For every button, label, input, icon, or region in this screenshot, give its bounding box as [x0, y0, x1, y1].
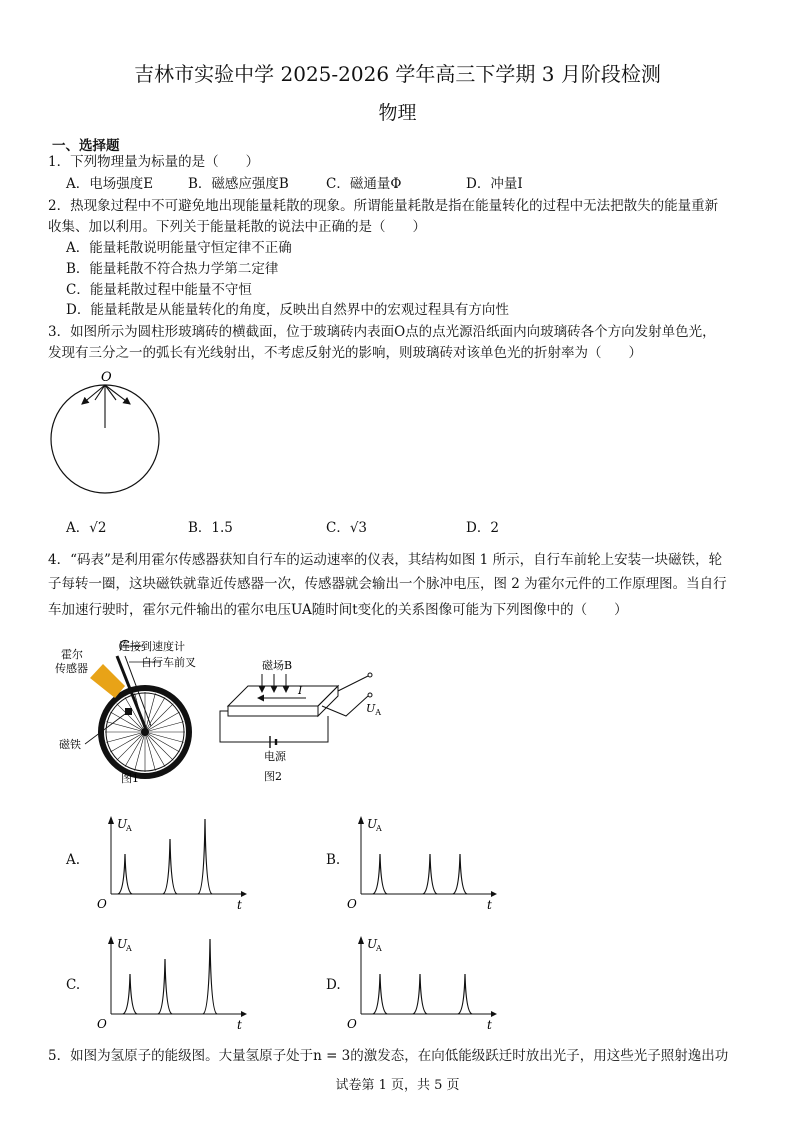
voltage-pulse — [118, 854, 132, 894]
label-current: I — [298, 684, 303, 697]
q2-option-b: B．能量耗散不符合热力学第二定律 — [66, 261, 279, 277]
voltage-lead-bottom — [322, 696, 368, 716]
origin-label: O — [97, 1017, 107, 1031]
label-voltage: $U_A$ — [366, 702, 382, 717]
q1-option-c: C．磁通量Φ — [326, 176, 402, 192]
q1-option-a: A．电场强度E — [66, 176, 154, 192]
q1-option-b: B．磁感应强度B — [188, 176, 289, 192]
graph-option-a-label: A. — [66, 852, 81, 868]
graph-option-b-label: B. — [326, 852, 341, 868]
point-o-label: O — [101, 370, 112, 385]
label-power: 电源 — [264, 750, 286, 763]
q3-stem-line1: 3．如图所示为圆柱形玻璃砖的横截面，位于玻璃砖内表面O点的点光源沿纸面内向玻璃砖各个方向发射单色光， — [48, 324, 716, 340]
x-axis-label: t — [487, 898, 492, 912]
y-axis-subscript: A — [126, 944, 132, 953]
q3-option-d: D．2 — [466, 520, 499, 536]
y-axis-subscript: A — [376, 824, 382, 833]
origin-label: O — [347, 897, 357, 911]
q3-option-b: B．1.5 — [188, 520, 233, 536]
exam-title: 吉林市实验中学 2025-2026 学年高三下学期 3 月阶段检测 — [134, 62, 661, 86]
voltage-pulse — [158, 959, 172, 1014]
y-axis-label: U — [367, 937, 378, 951]
label-fork: 自行车前叉 — [141, 656, 196, 669]
wheel-spoke — [145, 722, 184, 732]
ray-left — [82, 385, 105, 404]
q3-option-a: A．√2 — [66, 520, 107, 536]
voltage-pulse — [423, 854, 437, 894]
q3-stem-line2: 发现有三分之一的弧长有光线射出，不考虑反射光的影响，则玻璃砖对该单色光的折射率为（ ） — [48, 345, 642, 361]
q2-option-c: C．能量耗散过程中能量不守恒 — [66, 282, 252, 298]
q2-stem-line2: 收集、加以利用。下列关于能量耗散的说法中正确的是（ ） — [48, 219, 426, 235]
q3-option-c: C．√3 — [326, 520, 368, 536]
q1-stem: 1．下列物理量为标量的是（ ） — [48, 154, 260, 170]
wheel-magnet — [125, 708, 132, 715]
wheel-spoke — [145, 732, 184, 742]
y-axis-arrow — [108, 816, 114, 824]
voltage-lead-top — [338, 676, 368, 691]
x-axis-arrow — [491, 1011, 497, 1017]
x-axis-label: t — [237, 1018, 242, 1032]
wheel-spoke — [145, 732, 155, 771]
label-magnet: 磁铁 — [59, 738, 81, 751]
voltage-pulse — [453, 854, 467, 894]
label-field: 磁场B — [262, 659, 293, 672]
page-footer: 试卷第 1 页，共 5 页 — [335, 1078, 460, 1093]
x-axis-arrow — [491, 891, 497, 897]
q1-option-d: D．冲量I — [466, 176, 523, 192]
voltage-pulse — [373, 854, 387, 894]
origin-label: O — [347, 1017, 357, 1031]
label-hall: 霍尔 — [61, 648, 83, 661]
figure2-caption: 图2 — [264, 770, 282, 783]
y-axis-arrow — [108, 936, 114, 944]
voltage-pulse — [458, 974, 472, 1014]
x-axis-arrow — [241, 1011, 247, 1017]
terminal-bottom — [368, 693, 372, 697]
voltage-pulse — [163, 839, 177, 894]
label-sensor: 传感器 — [55, 662, 88, 675]
x-axis-label: t — [237, 898, 242, 912]
wheel-spoke — [106, 732, 145, 742]
graph-d — [345, 932, 505, 1032]
voltage-pulse — [373, 974, 387, 1014]
q2-option-d: D．能量耗散是从能量转化的角度，反映出自然界中的宏观过程具有方向性 — [66, 302, 509, 318]
ray-right — [105, 385, 130, 404]
subject-title: 物理 — [378, 102, 417, 124]
x-axis-arrow — [241, 891, 247, 897]
y-axis-arrow — [358, 816, 364, 824]
section-heading: 一、选择题 — [52, 138, 120, 154]
figure1-caption: 图1 — [121, 772, 139, 785]
graph-option-d-label: D. — [326, 977, 341, 993]
q4-stem-line2: 子每转一圈，这块磁铁就靠近传感器一次，传感器就会输出一个脉冲电压，图 2 为霍尔元件的工作原理图。当自行 — [48, 576, 727, 592]
voltage-pulse — [198, 819, 212, 894]
y-axis-subscript: A — [376, 944, 382, 953]
label-to-meter: 连接到速度计 — [119, 640, 185, 653]
q5-stem: 5．如图为氢原子的能级图。大量氢原子处于n = 3的激发态，在向低能级跃迁时放出光子，用这些光子照射逸出功 — [48, 1048, 729, 1064]
graph-option-c-label: C. — [66, 977, 81, 993]
q3-circle-figure — [40, 366, 170, 516]
figure1-bicycle-wheel — [55, 636, 215, 786]
y-axis-label: U — [367, 817, 378, 831]
y-axis-subscript: A — [126, 824, 132, 833]
graph-a — [95, 812, 255, 912]
figure2-hall-element — [218, 654, 398, 784]
graph-b — [345, 812, 505, 912]
x-axis-label: t — [487, 1018, 492, 1032]
terminal-top — [368, 673, 372, 677]
q4-stem-line1: 4．“码表”是利用霍尔传感器获知自行车的运动速率的仪表，其结构如图 1 所示，自行车前轮上安装一块磁铁，轮 — [48, 552, 723, 568]
q2-option-a: A．能量耗散说明能量守恒定律不正确 — [66, 240, 292, 256]
voltage-pulse — [203, 939, 217, 1014]
hall-plate-front — [228, 706, 318, 716]
q2-stem-line1: 2．热现象过程中不可避免地出现能量耗散的现象。所谓能量耗散是指在能量转化的过程中无法把散失的能量重新 — [48, 198, 719, 214]
y-axis-label: U — [117, 817, 128, 831]
graph-c — [95, 932, 255, 1032]
y-axis-arrow — [358, 936, 364, 944]
q4-stem-line3: 车加速行驶时，霍尔元件输出的霍尔电压UA随时间t变化的关系图像可能为下列图像中的（ ） — [48, 602, 628, 618]
voltage-pulse — [123, 974, 137, 1014]
voltage-pulse — [413, 974, 427, 1014]
wheel-spoke — [135, 732, 145, 771]
origin-label: O — [97, 897, 107, 911]
y-axis-label: U — [117, 937, 128, 951]
